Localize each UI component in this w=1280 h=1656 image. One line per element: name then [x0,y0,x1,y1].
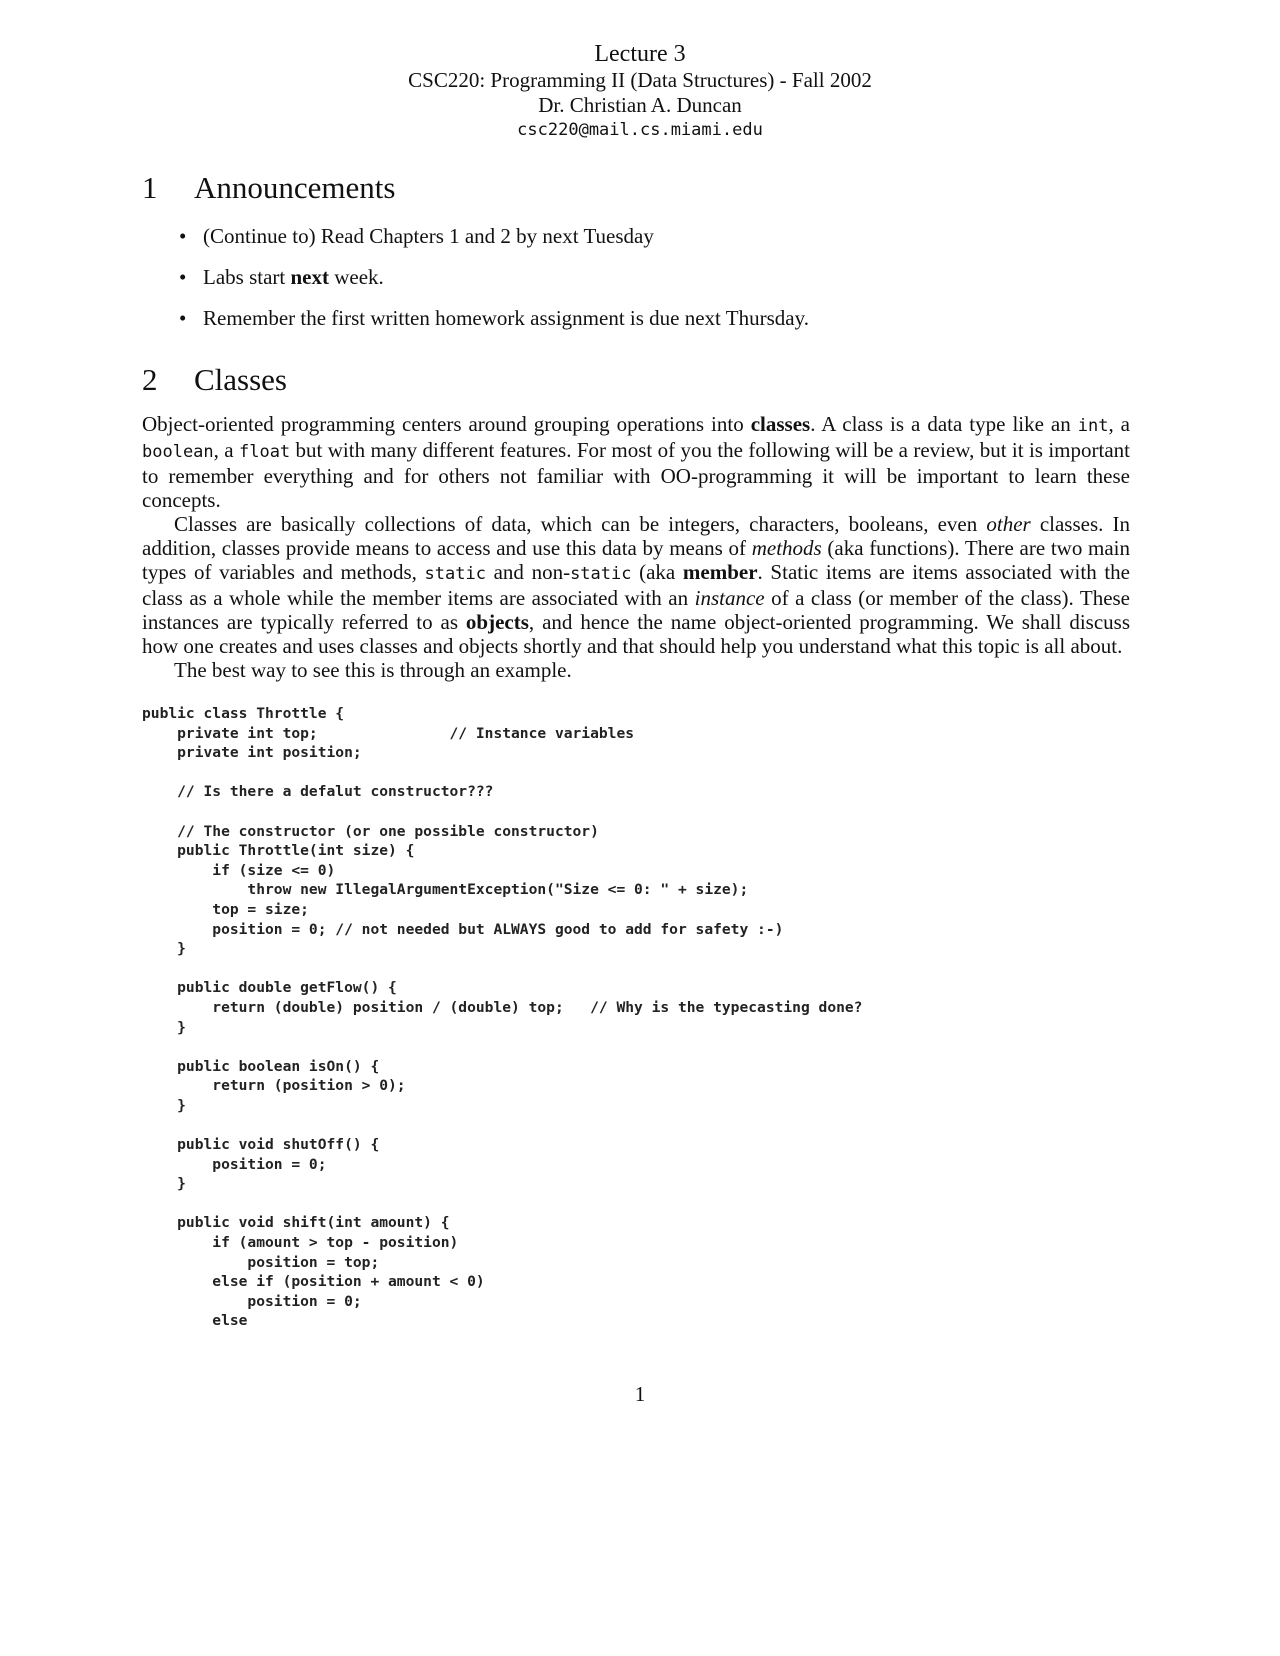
section-title: Classes [194,362,287,397]
instructor-email: csc220@mail.cs.miami.edu [517,120,763,140]
list-item-text: (Continue to) Read Chapters 1 and 2 by next Tuesday [203,224,654,248]
list-item-text: week. [328,265,384,289]
list-item-text: Labs start [203,265,291,289]
bullet-icon: • [179,224,187,248]
list-item-text: Remember the first written homework assignment is due next Thursday. [203,306,809,330]
section-title: Announcements [194,170,396,205]
bullet-icon: • [179,306,187,330]
section-number: 2 [142,362,158,397]
paragraph: Classes are basically collections of data, which can be integers, characters, booleans, even other classes. In addition, classes provide means to access and use this data by means of methods (aka functions). There are two main types of variables and methods, static and non-static (aka member. Static items are items associated with the class as a whole while the member items are associated with an instance of a class (or member of the class). These instances are typically referred to as objects, and hence the name object-oriented programming. We shall discuss how one creates and uses classes and objects shortly and that should help you understand what this topic is all about. [142,512,1131,658]
document-page [142,40,1131,1330]
list-item [179,305,1139,331]
paragraph: The best way to see this is through an example. [174,658,572,682]
course-name: CSC220: Programming II (Data Structures) - Fall 2002 [408,68,872,92]
lecture-title: Lecture 3 [594,41,686,67]
bullet-icon: • [179,265,187,289]
section-heading-classes [142,362,287,398]
list-item [179,264,1139,290]
document-header [150,40,1130,143]
list-item [179,223,1139,249]
paragraph: Object-oriented programming centers around grouping operations into classes. A class is a data type like an int, a boolean, a float but with many different features. For most of you the following will be a review, but it is important to remember everything and for others not familiar with OO-programming it will be important to learn these concepts. [142,412,1130,512]
page-number: 1 [634,1382,646,1406]
list-item-bold-text: next [290,265,329,289]
section-number: 1 [142,170,158,205]
code-listing: public class Throttle { private int top; // Instance variables private int position; // Is there a defalut constructor??? // The constructor (or one possible constructor) public Throttle(int size) { if (size <= 0) throw new IllegalArgumentException("Size <= 0: " + size); top = size; position = 0; // not needed but ALWAYS good to add for safety :-) } public double getFlow() { return (double) position / (double) top; // Why is the typecasting done? } public boolean isOn() { return (position > 0); } public void shutOff() { position = 0; } public void shift(int amount) { if (amount > top - position) position = top; else if (position + amount < 0) position = 0; else [142,705,863,1330]
section-heading-announcements [142,170,395,206]
announcements-list [150,223,1139,346]
classes-body [142,412,1130,682]
instructor-name: Dr. Christian A. Duncan [538,93,742,117]
